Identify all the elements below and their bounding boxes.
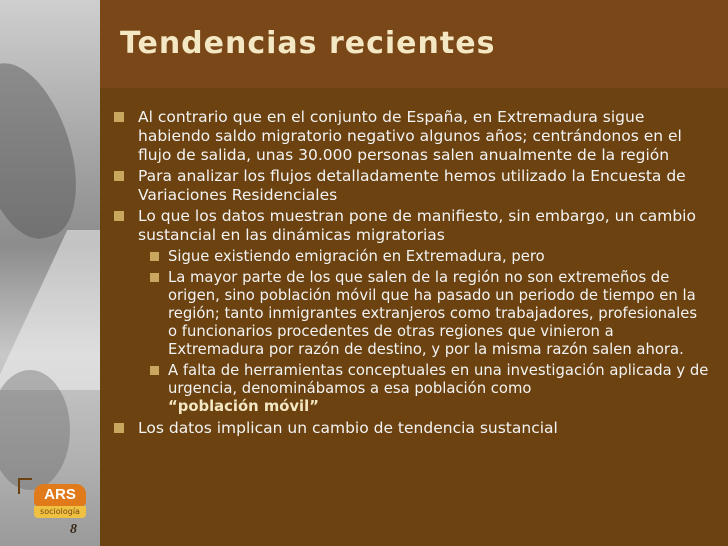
- ars-logo: [14, 484, 88, 518]
- bullet-list: [110, 108, 710, 440]
- sub-bullet-text: A falta de herramientas conceptuales en una investigación aplicada y de urgencia, denominábamos a esa población como: [168, 362, 709, 397]
- list-item: [110, 108, 710, 165]
- bullet-icon: [114, 211, 124, 221]
- highlight-term: “población móvil”: [168, 398, 319, 415]
- list-item: [110, 419, 710, 438]
- bullet-icon: [114, 112, 124, 122]
- sub-bullet-text: Sigue existiendo emigración en Extremadura, pero: [168, 248, 545, 265]
- sub-list-item: [138, 269, 710, 359]
- sub-bullet-text: La mayor parte de los que salen de la región no son extremeños de origen, sino población móvil que ha pasado un periodo de tiempo en la región; tanto inmigrantes extranjeros como trabajadores, profesionales o funcionarios procedentes de otras regiones que vinieron a Extremadura por razón de destino, y por la misma razón salen ahora.: [168, 269, 698, 358]
- bullet-icon: [114, 171, 124, 181]
- photo-shape: [0, 51, 92, 248]
- list-item: [110, 167, 710, 205]
- bullet-icon: [150, 366, 159, 375]
- photo-shape: [0, 230, 100, 390]
- logo-subtitle: sociología: [34, 506, 86, 518]
- logo-text: ARS: [34, 484, 86, 506]
- bullet-text: Para analizar los flujos detalladamente hemos utilizado la Encuesta de Variaciones Residenciales: [138, 167, 686, 204]
- slide-title: Tendencias recientes: [120, 26, 496, 61]
- bullet-text: Al contrario que en el conjunto de España, en Extremadura sigue habiendo saldo migratorio negativo algunos años; centrándonos en el flujo de salida, unas 30.000 personas salen anualmente de la región: [138, 108, 682, 164]
- list-item: [110, 207, 710, 416]
- bullet-icon: [150, 273, 159, 282]
- bullet-text: Lo que los datos muestran pone de manifiesto, sin embargo, un cambio sustancial en las dinámicas migratorias: [138, 207, 696, 244]
- sub-bullet-list: [138, 248, 710, 416]
- bullet-text: Los datos implican un cambio de tendencia sustancial: [138, 419, 558, 437]
- page-number: 8: [70, 522, 77, 537]
- sub-list-item: [138, 362, 710, 416]
- bullet-icon: [150, 252, 159, 261]
- sub-list-item: [138, 248, 710, 266]
- bullet-icon: [114, 423, 124, 433]
- logo-mark-icon: [18, 478, 32, 494]
- decorative-photo-panel: [0, 0, 100, 546]
